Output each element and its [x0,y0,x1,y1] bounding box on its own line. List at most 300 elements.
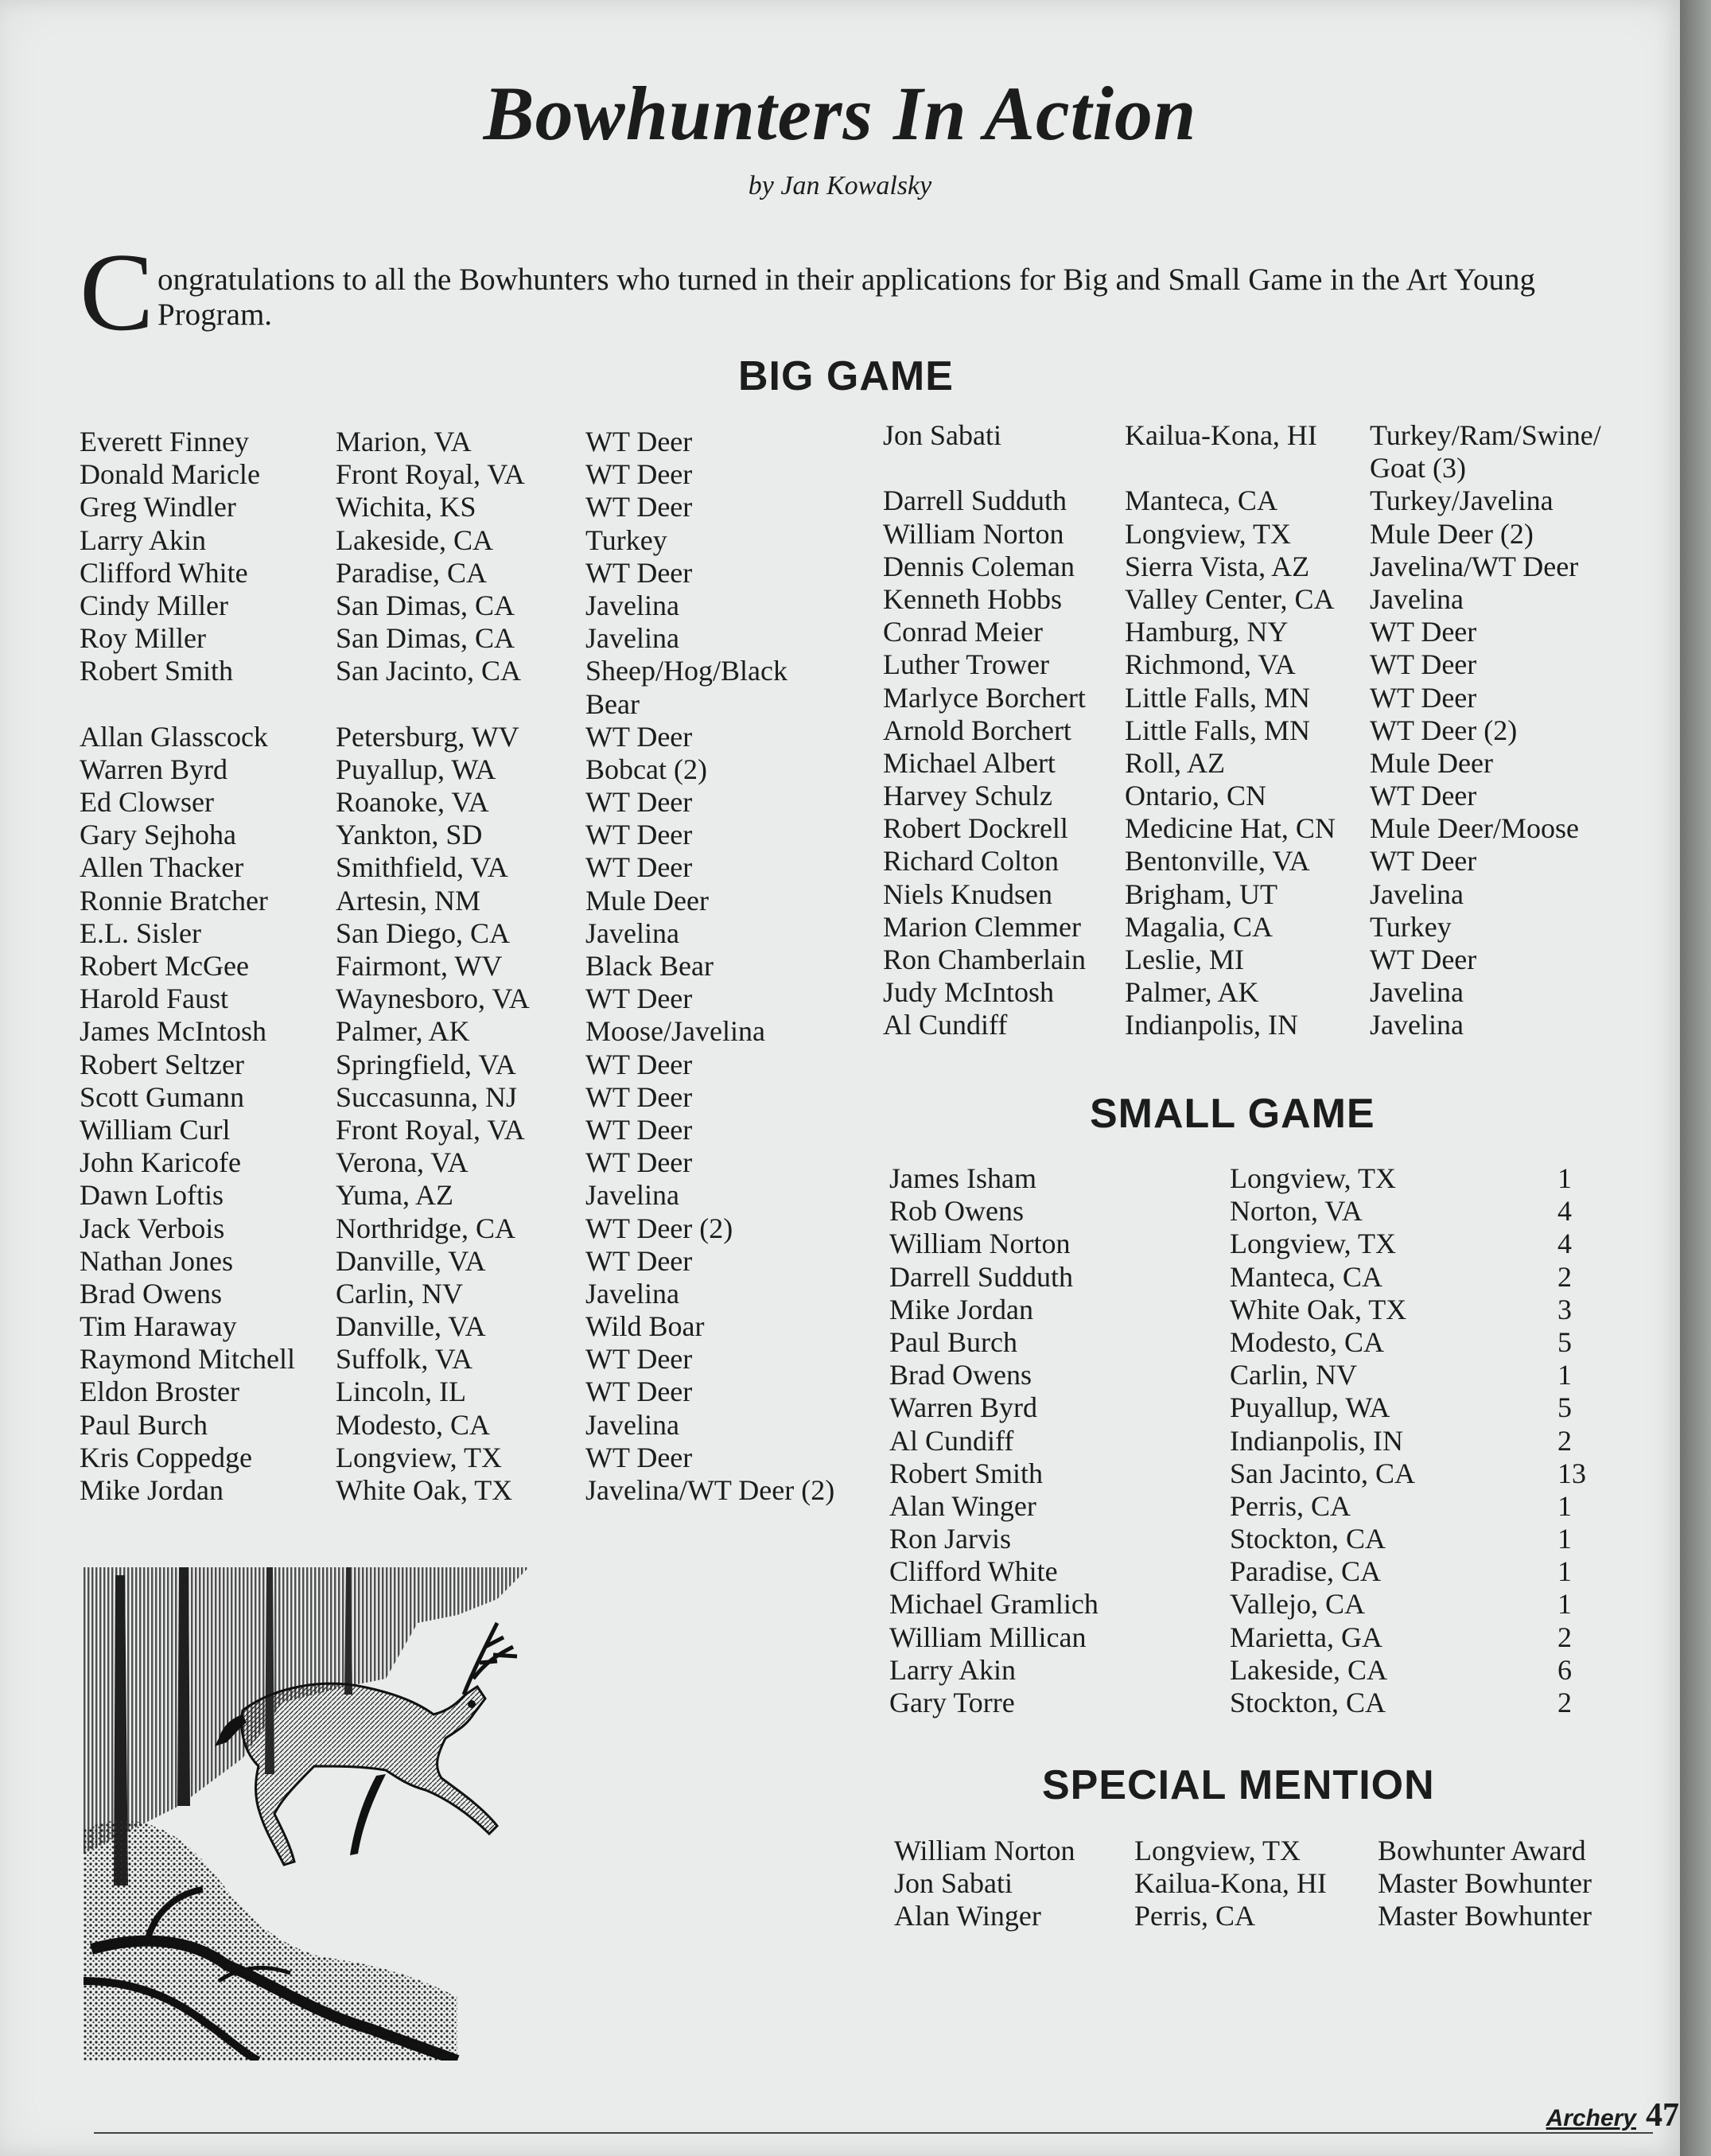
detail-cell: WT Deer [585,1080,693,1113]
location-cell: Little Falls, MN [1125,714,1310,746]
name-cell: Kris Coppedge [80,1441,252,1473]
detail-cell: 2 [1557,1424,1572,1457]
list-item [889,1457,1653,1490]
detail-cell: WT Deer [585,720,693,753]
list-item [883,944,1647,976]
list-item [80,1245,859,1278]
list-item [80,1114,859,1146]
page-edge [1680,0,1711,2156]
name-cell: Eldon Broster [80,1376,239,1408]
list-item [80,1015,859,1048]
list-item [883,648,1647,681]
list-item [883,518,1647,551]
location-cell: Brigham, UT [1125,878,1277,910]
detail-cell: WT Deer [585,556,693,589]
location-cell: Perris, CA [1134,1900,1255,1932]
detail-cell: WT Deer [585,1113,693,1146]
detail-cell: WT Deer [585,1376,693,1408]
list-item [883,419,1647,485]
location-cell: Kailua-Kona, HI [1125,419,1317,451]
small-game-heading: SMALL GAME [1090,1091,1375,1137]
detail-cell: WT Deer [585,1343,693,1376]
name-cell: James McIntosh [80,1015,266,1048]
name-cell: Al Cundiff [883,1009,1008,1041]
location-cell: Petersburg, WV [336,720,519,753]
list-item [80,426,859,458]
list-item [80,622,859,655]
detail-cell: Mule Deer (2) [1370,517,1534,550]
location-cell: Wichita, KS [336,491,476,523]
location-cell: Richmond, VA [1125,648,1296,681]
name-cell: Conrad Meier [883,616,1043,648]
location-cell: Yankton, SD [336,819,483,851]
location-cell: Longview, TX [1134,1835,1301,1866]
magazine-name: Archery [1546,2105,1636,2131]
location-cell: Longview, TX [336,1441,502,1473]
detail-cell: Mule Deer/Moose [1370,812,1579,845]
detail-cell: WT Deer [1370,681,1477,714]
list-item [894,1867,1658,1900]
list-item [889,1359,1653,1391]
list-item [80,983,859,1015]
intro-line: Program. [157,298,273,332]
list-item [889,1162,1653,1195]
location-cell: Marion, VA [336,426,472,457]
location-cell: Lakeside, CA [1230,1653,1387,1686]
name-cell: Brad Owens [889,1359,1032,1391]
list-item [889,1490,1653,1523]
location-cell: Yuma, AZ [336,1179,453,1212]
location-cell: Leslie, MI [1125,944,1244,976]
name-cell: Marion Clemmer [883,910,1081,943]
detail-cell: 1 [1557,1588,1572,1621]
list-item [889,1294,1653,1326]
detail-cell: Master Bowhunter [1378,1867,1592,1900]
detail-cell-continued: Goat (3) [1370,452,1466,485]
page-number: 47 [1646,2097,1679,2134]
location-cell: White Oak, TX [336,1474,513,1507]
name-cell: Harvey Schulz [883,780,1052,812]
detail-cell: Mule Deer [585,884,709,916]
location-cell: Vallejo, CA [1230,1588,1365,1621]
detail-cell: WT Deer [1370,845,1477,878]
list-item [883,878,1647,911]
name-cell: Brad Owens [80,1277,222,1310]
big-game-heading: BIG GAME [738,353,954,399]
name-cell: Robert Seltzer [80,1048,244,1080]
detail-cell: 5 [1557,1391,1572,1424]
detail-cell: Javelina/WT Deer [1370,550,1579,582]
name-cell: Dawn Loftis [80,1179,224,1212]
intro-line: ongratulations to all the Bowhunters who turned in their applications for Big and Small Game in the Art Young [157,263,1536,297]
name-cell: Ed Clowser [80,786,214,819]
detail-cell: WT Deer [1370,616,1477,648]
list-item [80,885,859,917]
name-cell: Paul Burch [80,1408,208,1441]
location-cell: Palmer, AK [1125,976,1259,1009]
list-item [80,458,859,491]
list-item [80,786,859,819]
detail-cell: WT Deer [585,819,693,851]
location-cell: San Jacinto, CA [1230,1457,1415,1489]
detail-cell: Javelina [585,622,679,655]
list-item [894,1835,1658,1867]
detail-cell: 1 [1557,1523,1572,1555]
name-cell: Allan Glasscock [80,720,268,753]
detail-cell: Javelina [1370,878,1464,910]
name-cell: Roy Miller [80,622,206,655]
detail-cell: Javelina [585,1277,679,1310]
name-cell: Allen Thacker [80,851,244,884]
name-cell: Greg Windler [80,491,236,523]
list-item [889,1588,1653,1621]
list-item [889,1391,1653,1424]
location-cell: Indianpolis, IN [1230,1424,1403,1457]
list-item [889,1687,1653,1719]
name-cell: Robert Dockrell [883,812,1068,845]
name-cell: Alan Winger [889,1489,1036,1522]
name-cell: Al Cundiff [889,1424,1014,1457]
list-item [889,1621,1653,1654]
big-game-list-right [883,419,1647,1042]
name-cell: Clifford White [80,556,248,589]
detail-cell: WT Deer [585,786,693,819]
list-item [80,819,859,851]
name-cell: John Karicofe [80,1146,241,1179]
list-item [80,524,859,557]
name-cell: Cindy Miller [80,589,228,621]
location-cell: Verona, VA [336,1146,469,1179]
list-item [80,557,859,590]
location-cell: Puyallup, WA [336,753,496,785]
name-cell: Marlyce Borchert [883,681,1086,714]
location-cell: Carlin, NV [1230,1359,1357,1391]
detail-cell: Bowhunter Award [1378,1835,1586,1866]
detail-cell: 3 [1557,1293,1572,1325]
detail-cell: 1 [1557,1489,1572,1522]
detail-cell: WT Deer [585,983,693,1015]
name-cell: Michael Gramlich [889,1588,1099,1621]
list-item [80,1049,859,1081]
page-footer [1546,2096,1679,2135]
detail-cell: Turkey [585,523,667,556]
name-cell: Ronnie Bratcher [80,884,268,916]
list-item [883,780,1647,812]
location-cell: Valley Center, CA [1125,582,1335,615]
location-cell: Medicine Hat, CN [1125,812,1336,845]
location-cell: Springfield, VA [336,1048,516,1080]
small-game-list [889,1162,1653,1719]
name-cell: James Isham [889,1162,1036,1194]
name-cell: Niels Knudsen [883,878,1052,910]
detail-cell: 1 [1557,1162,1572,1194]
detail-cell: Bobcat (2) [585,753,707,785]
name-cell: Rob Owens [889,1195,1024,1228]
name-cell: Judy McIntosh [883,976,1054,1009]
location-cell: San Jacinto, CA [336,655,521,687]
leaping-deer-illustration [84,1567,640,2061]
list-item [889,1555,1653,1588]
list-item [80,753,859,786]
location-cell: Danville, VA [336,1310,486,1343]
location-cell: Lincoln, IL [336,1376,466,1408]
list-item [883,845,1647,878]
name-cell: Darrell Sudduth [889,1260,1073,1293]
special-mention-heading: SPECIAL MENTION [1042,1762,1435,1808]
list-item [889,1654,1653,1687]
detail-cell: WT Deer [1370,944,1477,976]
location-cell: Roll, AZ [1125,746,1226,779]
name-cell: Mike Jordan [889,1293,1033,1325]
list-item [883,714,1647,747]
location-cell: Carlin, NV [336,1277,463,1310]
name-cell: Arnold Borchert [883,714,1071,746]
location-cell: Bentonville, VA [1125,845,1310,878]
location-cell: Ontario, CN [1125,780,1266,812]
name-cell: William Norton [889,1228,1071,1260]
list-item [889,1195,1653,1228]
detail-cell: WT Deer [585,1146,693,1179]
name-cell: Donald Maricle [80,458,260,491]
detail-cell: WT Deer [585,458,693,491]
name-cell: William Millican [889,1621,1087,1653]
detail-cell: 2 [1557,1260,1572,1293]
location-cell: Fairmont, WV [336,950,503,983]
detail-cell: 6 [1557,1653,1572,1686]
list-item [80,1212,859,1245]
name-cell: Ron Jarvis [889,1523,1011,1555]
location-cell: Kailua-Kona, HI [1134,1867,1327,1900]
detail-cell: 4 [1557,1195,1572,1228]
big-game-list-left [80,426,859,1507]
name-cell: Harold Faust [80,983,228,1015]
location-cell: Roanoke, VA [336,786,489,819]
location-cell: Norton, VA [1230,1195,1363,1228]
name-cell: William Curl [80,1113,231,1146]
location-cell: Longview, TX [1125,517,1291,550]
list-item [80,1343,859,1376]
name-cell: Jon Sabati [894,1867,1013,1900]
location-cell: Suffolk, VA [336,1343,473,1376]
location-cell: Front Royal, VA [336,458,525,491]
detail-cell: Javelina [1370,976,1464,1009]
name-cell: William Norton [894,1835,1075,1866]
footer-rule [94,2132,1653,2134]
name-cell: Darrell Sudduth [883,485,1067,517]
drop-cap: C [80,231,154,354]
detail-cell: Mule Deer [1370,746,1493,779]
detail-cell: WT Deer (2) [1370,714,1518,746]
location-cell: White Oak, TX [1230,1293,1407,1325]
location-cell: Puyallup, WA [1230,1391,1390,1424]
detail-cell: Javelina [585,916,679,949]
list-item [883,747,1647,780]
location-cell: Longview, TX [1230,1228,1396,1260]
name-cell: Warren Byrd [80,753,228,785]
detail-cell: Turkey [1370,910,1452,943]
location-cell: Paradise, CA [1230,1555,1381,1588]
location-cell: Succasunna, NJ [336,1080,517,1113]
name-cell: Alan Winger [894,1900,1041,1932]
detail-cell: WT Deer (2) [585,1212,733,1244]
detail-cell: WT Deer [1370,780,1477,812]
list-item [80,851,859,884]
location-cell: Manteca, CA [1125,485,1277,517]
detail-cell: Master Bowhunter [1378,1900,1592,1932]
detail-cell: Javelina [585,589,679,621]
list-item [80,1310,859,1343]
detail-cell: 2 [1557,1687,1572,1718]
location-cell: Paradise, CA [336,556,487,589]
list-item [883,616,1647,648]
location-cell: Manteca, CA [1230,1260,1382,1293]
name-cell: Mike Jordan [80,1474,224,1507]
list-item [883,682,1647,714]
list-item [883,583,1647,616]
name-cell: Richard Colton [883,845,1059,878]
name-cell: Nathan Jones [80,1244,233,1277]
name-cell: Robert Smith [889,1457,1044,1489]
list-item [889,1261,1653,1294]
detail-cell: Turkey/Javelina [1370,485,1554,517]
location-cell: Hamburg, NY [1125,616,1289,648]
location-cell: Front Royal, VA [336,1113,525,1146]
location-cell: San Dimas, CA [336,622,515,655]
detail-cell: WT Deer [1370,648,1477,681]
location-cell: Sierra Vista, AZ [1125,550,1310,582]
location-cell: Indianpolis, IN [1125,1009,1298,1041]
detail-cell: WT Deer [585,426,693,457]
list-item [80,1376,859,1408]
detail-cell: 1 [1557,1359,1572,1391]
detail-cell: 1 [1557,1555,1572,1588]
list-item [883,976,1647,1009]
detail-cell: Javelina [1370,582,1464,615]
list-item [80,1442,859,1474]
list-item [80,491,859,523]
name-cell: Jon Sabati [883,419,1001,451]
location-cell: San Dimas, CA [336,589,515,621]
location-cell: Smithfield, VA [336,851,508,884]
name-cell: Ron Chamberlain [883,944,1086,976]
detail-cell: 2 [1557,1621,1572,1653]
detail-cell: WT Deer [585,1244,693,1277]
location-cell: Lakeside, CA [336,523,493,556]
location-cell: Danville, VA [336,1244,486,1277]
location-cell: Modesto, CA [1230,1325,1385,1358]
name-cell: Robert Smith [80,655,234,687]
location-cell: Magalia, CA [1125,910,1273,943]
detail-cell: Javelina [585,1408,679,1441]
list-item [889,1523,1653,1555]
list-item [80,917,859,950]
article-title: Bowhunters In Action [483,71,1197,156]
list-item [883,485,1647,517]
location-cell: Marietta, GA [1230,1621,1382,1653]
location-cell: Stockton, CA [1230,1687,1386,1718]
detail-cell: Sheep/Hog/Black [585,655,787,687]
list-item [889,1425,1653,1457]
detail-cell: Javelina [1370,1009,1464,1041]
name-cell: William Norton [883,517,1064,550]
detail-cell: Javelina/WT Deer (2) [585,1474,835,1507]
list-item [889,1326,1653,1359]
detail-cell: 13 [1557,1457,1586,1489]
detail-cell: WT Deer [585,1441,693,1473]
list-item [80,655,859,720]
name-cell: Paul Burch [889,1325,1017,1358]
location-cell: Stockton, CA [1230,1523,1386,1555]
name-cell: Michael Albert [883,746,1056,779]
detail-cell: Moose/Javelina [585,1015,765,1048]
location-cell: Northridge, CA [336,1212,515,1244]
location-cell: Longview, TX [1230,1162,1396,1194]
list-item [883,1009,1647,1041]
list-item [883,551,1647,583]
location-cell: San Diego, CA [336,916,510,949]
name-cell: Kenneth Hobbs [883,582,1062,615]
name-cell: E.L. Sisler [80,916,201,949]
name-cell: Clifford White [889,1555,1058,1588]
name-cell: Dennis Coleman [883,550,1075,582]
list-item [80,950,859,983]
detail-cell: 5 [1557,1325,1572,1358]
list-item [80,1278,859,1310]
list-item [894,1900,1658,1932]
name-cell: Warren Byrd [889,1391,1038,1424]
name-cell: Tim Haraway [80,1310,237,1343]
list-item [80,1081,859,1114]
list-item [80,1409,859,1442]
location-cell: Modesto, CA [336,1408,491,1441]
name-cell: Luther Trower [883,648,1049,681]
name-cell: Gary Sejhoha [80,819,236,851]
name-cell: Larry Akin [889,1653,1016,1686]
detail-cell: Turkey/Ram/Swine/ [1370,419,1601,451]
special-mention-list [894,1835,1658,1933]
list-item [80,1474,859,1507]
detail-cell: Black Bear [585,950,714,983]
article-byline: by Jan Kowalsky [748,171,932,200]
list-item [889,1228,1653,1260]
name-cell: Raymond Mitchell [80,1343,295,1376]
location-cell: Perris, CA [1230,1489,1351,1522]
detail-cell: Javelina [585,1179,679,1212]
name-cell: Everett Finney [80,426,249,457]
location-cell: Palmer, AK [336,1015,470,1048]
list-item [80,590,859,622]
detail-cell-continued: Bear [585,687,640,720]
detail-cell: WT Deer [585,1048,693,1080]
location-cell: Waynesboro, VA [336,983,530,1015]
location-cell: Little Falls, MN [1125,681,1310,714]
detail-cell: Wild Boar [585,1310,705,1343]
list-item [883,812,1647,845]
detail-cell: WT Deer [585,491,693,523]
name-cell: Jack Verbois [80,1212,225,1244]
detail-cell: 4 [1557,1228,1572,1260]
name-cell: Gary Torre [889,1687,1015,1718]
detail-cell: WT Deer [585,851,693,884]
name-cell: Larry Akin [80,523,206,556]
list-item [80,721,859,753]
name-cell: Scott Gumann [80,1080,244,1113]
list-item [80,1179,859,1212]
list-item [80,1146,859,1179]
list-item [883,911,1647,944]
name-cell: Robert McGee [80,950,249,983]
location-cell: Artesin, NM [336,884,480,916]
